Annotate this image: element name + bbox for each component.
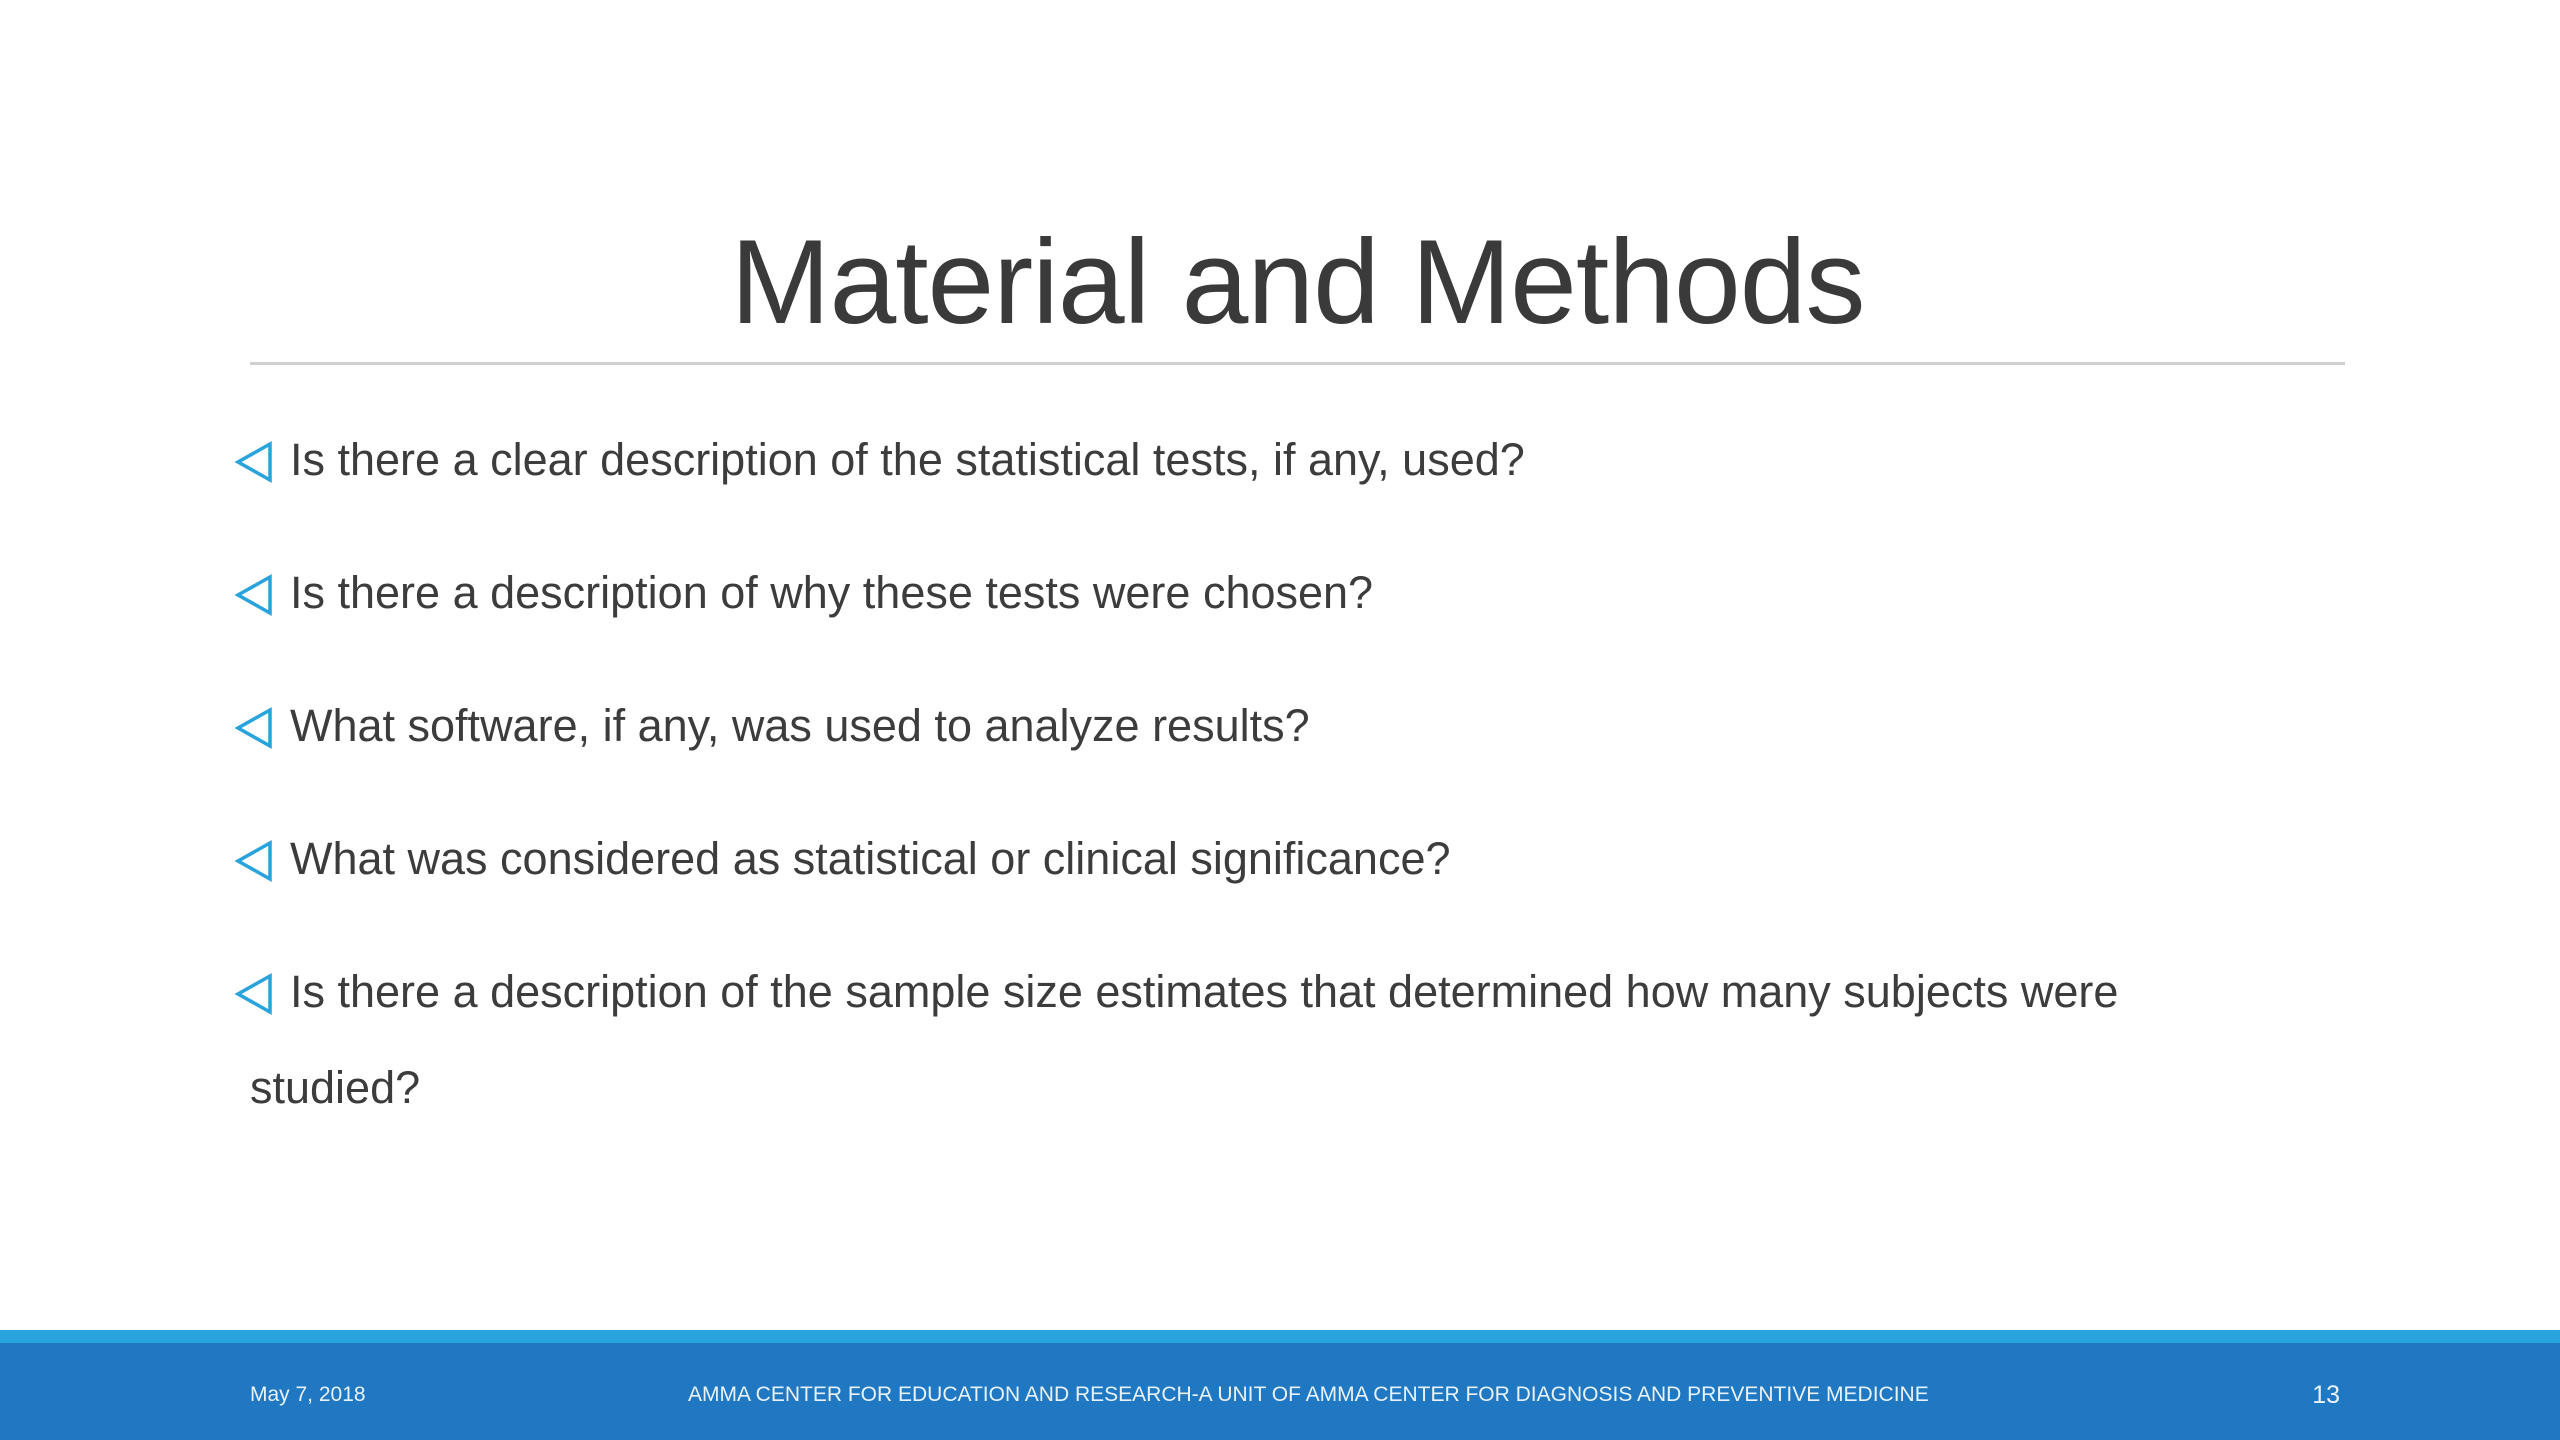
slide-number: 13 [2312, 1381, 2340, 1409]
bullet-text: What was considered as statistical or clinical significance? [290, 833, 1451, 884]
title-divider [250, 362, 2345, 365]
bullet-text: What software, if any, was used to analyze results? [290, 700, 1310, 751]
footer-date: May 7, 2018 [250, 1383, 366, 1406]
bullet-item [232, 944, 2332, 1040]
bullet-text: Is there a clear description of the statistical tests, if any, used? [290, 434, 1525, 485]
bullet-item [232, 412, 2332, 508]
triangle-left-outline-icon [234, 573, 274, 617]
bullet-text: Is there a description of the sample size estimates that determined how many subjects were [290, 966, 2119, 1017]
footer-accent-stripe [0, 1330, 2560, 1343]
triangle-left-outline-icon [234, 440, 274, 484]
triangle-left-outline-icon [234, 972, 274, 1016]
bullet-text-continuation: studied? [250, 1062, 421, 1113]
bullet-text: Is there a description of why these tests were chosen? [290, 567, 1374, 618]
bullet-item [232, 811, 2332, 907]
bullet-item [232, 678, 2332, 774]
footer-organization: AMMA CENTER FOR EDUCATION AND RESEARCH-A UNIT OF AMMA CENTER FOR DIAGNOSIS AND PREVENTIVE MEDICINE [688, 1383, 1929, 1406]
triangle-left-outline-icon [234, 706, 274, 750]
bullet-item [232, 545, 2332, 641]
triangle-left-outline-icon [234, 839, 274, 883]
slide-title: Material and Methods [730, 215, 1865, 349]
